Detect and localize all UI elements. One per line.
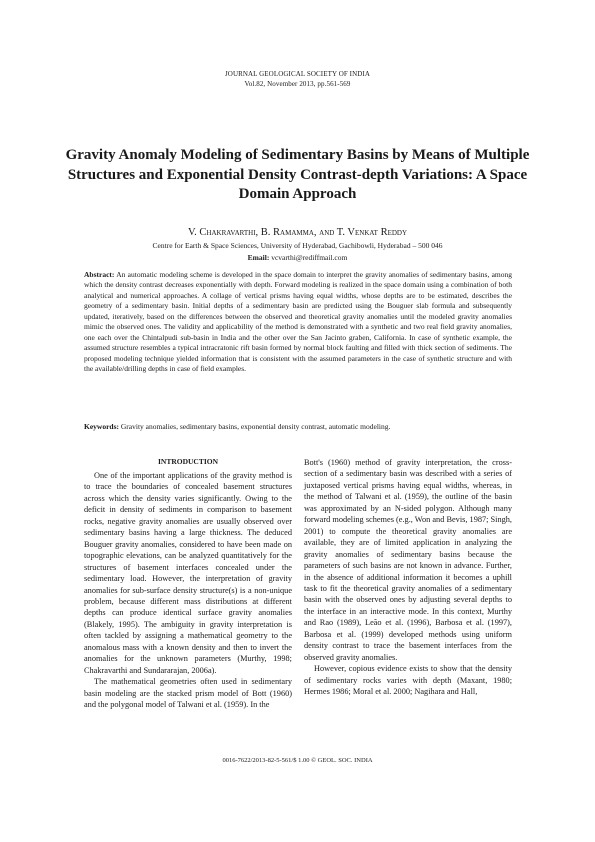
abstract-text: An automatic modeling scheme is developed in the space domain to interpret the gravity anomalies of sedimentary basins, among which the density contrast decreases exponentially with depth. Forward modeling is realized in the space domain using a combination of both analytical and numerical approaches. A collage of vertical prisms having equal widths, whose depths are to be estimated, describes the geometry of a sedimentary basin. Initial depths of a sedimentary basin are predicted using the Bouguer slab formula and subsequently updated, iteratively, based on the differences between the observed and theoretical gravity anomalies until the modeled gravity anomalies mimic the observed ones. The validity and applicability of the method is demonstrated with a synthetic and two real field gravity anomalies, one each over the Chintalpudi sub-basin in India and the other over the San Jacinto graben, California. In case of synthetic example, the assumed structure resembles a typical intracratonic rift basin formed by normal block faulting and filled with thick section of sediments. The proposed modeling technique yielded information that is consistent with the assumed parameters in the case of synthetic structure and with the available/drilling depths in case of field examples. xyxy=(84,270,512,374)
keywords-text: Gravity anomalies, sedimentary basins, exponential density contrast, automatic modeling. xyxy=(120,422,391,431)
footer-copyright: 0016-7622/2013-82-5-561/$ 1.00 © GEOL. SOC. INDIA xyxy=(222,757,373,764)
intro-paragraph-3: Bott's (1960) method of gravity interpretation, the cross-section of a sedimentary basin was described with a series of juxtaposed vertical prisms having equal widths, whereas, in the method of Talwani et al. (1959), the outline of the basin was approximated by an N-sided polygon. Although many forward modeling schemes (e.g., Won and Bevis, 1987; Singh, 2001) to compute the theoretical gravity anomalies are available, they are of limited application in analyzing the gravity anomalies of sedimentary basins because the parameters of such basins are not known in advance. Further, in the absence of additional information it becomes a uphill task to fit the theoretical gravity anomalies of a sedimentary basin with the observed ones by adjusting several depths to the interface in an interactive mode. In this context, Murthy and Rao (1989), Leão et al. (1996), Barbosa et al. (1997), Barbosa et al. (1999) developed methods using uniform density contrast to trace the basement interfaces from the observed gravity anomalies. xyxy=(304,458,512,662)
email-address[interactable]: vcvarthi@rediffmail.com xyxy=(271,253,348,262)
section-heading: INTRODUCTION xyxy=(157,457,218,466)
intro-paragraph-2: The mathematical geometries often used in sedimentary basin modeling are the stacked prism model of Bott (1960) and the polygonal model of Talwani et al. (1959). In the xyxy=(84,677,292,710)
affiliation: Centre for Earth & Space Sciences, University of Hyderabad, Gachibowli, Hyderabad – 500 046 xyxy=(152,241,443,250)
journal-name: JOURNAL GEOLOGICAL SOCIETY OF INDIA xyxy=(224,70,371,78)
paper-title: Gravity Anomaly Modeling of Sedimentary Basins by Means of Multiple Structures and Exponential Density Contrast-depth Variations: A Space Domain Approach xyxy=(65,147,530,202)
left-column xyxy=(84,457,292,711)
journal-header xyxy=(0,70,595,89)
abstract xyxy=(84,270,512,375)
email-line xyxy=(0,253,595,263)
keywords xyxy=(84,422,512,432)
intro-paragraph-1: One of the important applications of the gravity method is to trace the boundaries of concealed basement structures across which the density varies significantly. Owing to the deficit in density of sediments in comparison to basement rocks, negative gravity anomalies are usually observed over sedimentary basins having a large thickness. The deduced Bouguer gravity anomalies, considered to have been made on topographic elevations, can be analyzed quantitatively for the structures of basement interfaces concealed under the sedimentary load. However, the interpretation of gravity anomalies for sub-surface density structure(s) is a non-unique problem, because different mass distributions at different depths can produce identical surface gravity anomalies (Blakely, 1995). The ambiguity in gravity interpretation is often tackled by assigning a mathematical geometry to the anomalous mass with a known density and then to invert the anomalies for the unknown parameters (Murthy, 1998; Chakravarthi and Sundararajan, 2006a). xyxy=(84,471,292,675)
intro-paragraph-4: However, copious evidence exists to show that the density of sedimentary rocks varies with depth (Maxant, 1980; Hermes 1986; Moral et al. 2000; Nagihara and Hall, xyxy=(304,664,512,697)
journal-volume: Vol.82, November 2013, pp.561-569 xyxy=(244,79,351,88)
right-column xyxy=(304,457,512,698)
keywords-label: Keywords: xyxy=(84,422,119,431)
authors: V. Chakravarthi, B. Ramamma, and T. Venkat Reddy xyxy=(187,227,408,238)
email-label: Email: xyxy=(247,253,270,262)
abstract-label: Abstract: xyxy=(84,270,115,279)
